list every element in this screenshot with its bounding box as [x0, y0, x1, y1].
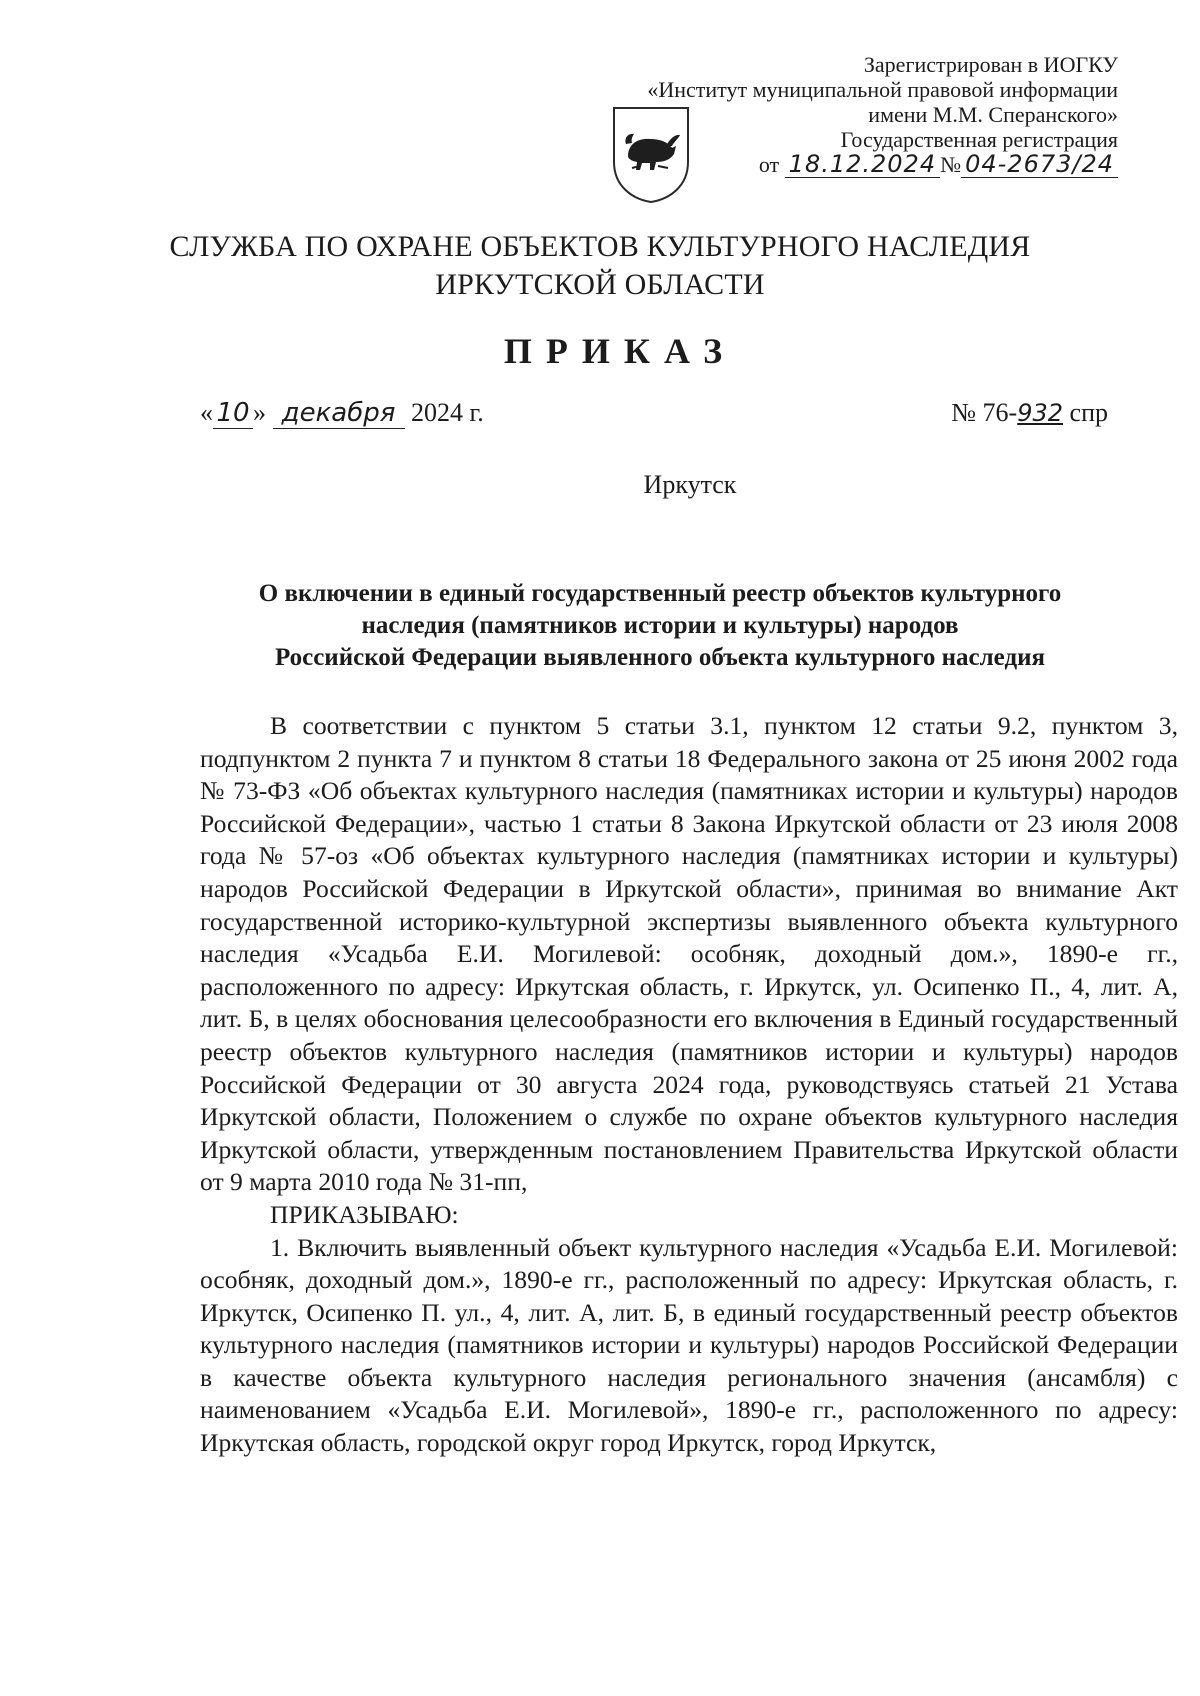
date-day: 10: [213, 398, 253, 429]
registration-date: 18.12.2024: [785, 152, 940, 178]
agency-line-2: ИРКУТСКОЙ ОБЛАСТИ: [435, 268, 765, 301]
number-suffix: спр: [1069, 398, 1108, 427]
agency-name: [0, 228, 1200, 304]
date-year: 2024 г.: [411, 398, 484, 427]
order-number: [951, 398, 1108, 428]
city-name: Иркутск: [643, 470, 737, 499]
order-date: [200, 398, 484, 429]
number-handwritten: 932: [1017, 399, 1064, 427]
date-month: декабря: [273, 398, 405, 429]
coat-of-arms-icon: [610, 104, 692, 204]
order-body: [200, 710, 1178, 1460]
title-line-1: О включении в единый государственный реестр объектов культурного: [258, 580, 1062, 607]
command-word: ПРИКАЗЫВАЮ:: [270, 1199, 459, 1229]
order-title: [200, 578, 1120, 674]
date-open-quote: «: [200, 398, 213, 427]
preamble-paragraph: В соответствии с пунктом 5 статьи 3.1, пунктом 12 статьи 9.2, пунктом 3, подпунктом 2 пункта 7 и пунктом 8 статьи 18 Федерального закона от 25 июня 2002 года № 73-ФЗ «Об объектах культурного наследия (памятниках истории и культуры) народов Российской Федерации», частью 1 статьи 8 Закона Иркутской области от 23 июля 2008 года № 57-оз «Об объектах культурного наследия (памятниках истории и культуры) народов Российской Федерации в Иркутской области», принимая во внимание Акт государственной историко-культурной экспертизы выявленного объекта культурного наследия «Усадьба Е.И. Могилевой: особняк, доходный дом.», 1890-е гг., расположенного по адресу: Иркутская область, г. Иркутск, ул. Осипенко П., 4, лит. А, лит. Б, в целях обоснования целесообразности его включения в Единый государственный реестр объектов культурного наследия (памятников истории и культуры) народов Российской Федерации от 30 августа 2024 года, руководствуясь статьей 21 Устава Иркутской области, Положением о службе по охране объектов культурного наследия Иркутской области, утвержденным постановлением Правительства Иркутской области от 9 марта 2010 года № 31-пп,: [200, 711, 1178, 1197]
title-line-2: наследия (памятников истории и культуры) народов: [361, 612, 959, 639]
registration-from-label: от: [758, 152, 780, 177]
registration-line-4: Государственная регистрация: [840, 127, 1118, 152]
registration-line-3: имени М.М. Сперанского»: [868, 102, 1118, 127]
document-type: ПРИКАЗ: [503, 331, 737, 371]
number-prefix: № 76-: [951, 398, 1018, 427]
agency-line-1: СЛУЖБА ПО ОХРАНЕ ОБЪЕКТОВ КУЛЬТУРНОГО НАСЛЕДИЯ: [169, 230, 1031, 263]
registration-number-label: №: [940, 152, 962, 177]
date-close-quote: »: [253, 398, 266, 427]
title-line-3: Российской Федерации выявленного объекта культурного наследия: [274, 644, 1046, 671]
item-1-paragraph: 1. Включить выявленный объект культурного наследия «Усадьба Е.И. Могилевой: особняк, доходный дом.», 1890-е гг., расположенный по адресу: Иркутская область, г. Иркутск, Осипенко П. ул., 4, лит. А, лит. Б, в единый государственный реестр объектов культурного наследия (памятников истории и культуры) народов Российской Федерации в качестве объекта культурного наследия регионального значения (ансамбля) с наименованием «Усадьба Е.И. Могилевой», 1890-е гг., расположенного по адресу: Иркутская область, городской округ город Иркутск, город Иркутск,: [200, 1232, 1178, 1458]
registration-line-1: Зарегистрирован в ИОГКУ: [863, 52, 1118, 77]
registration-line-2: «Институт муниципальной правовой информации: [647, 77, 1118, 102]
registration-number: 04-2673/24: [961, 152, 1118, 178]
